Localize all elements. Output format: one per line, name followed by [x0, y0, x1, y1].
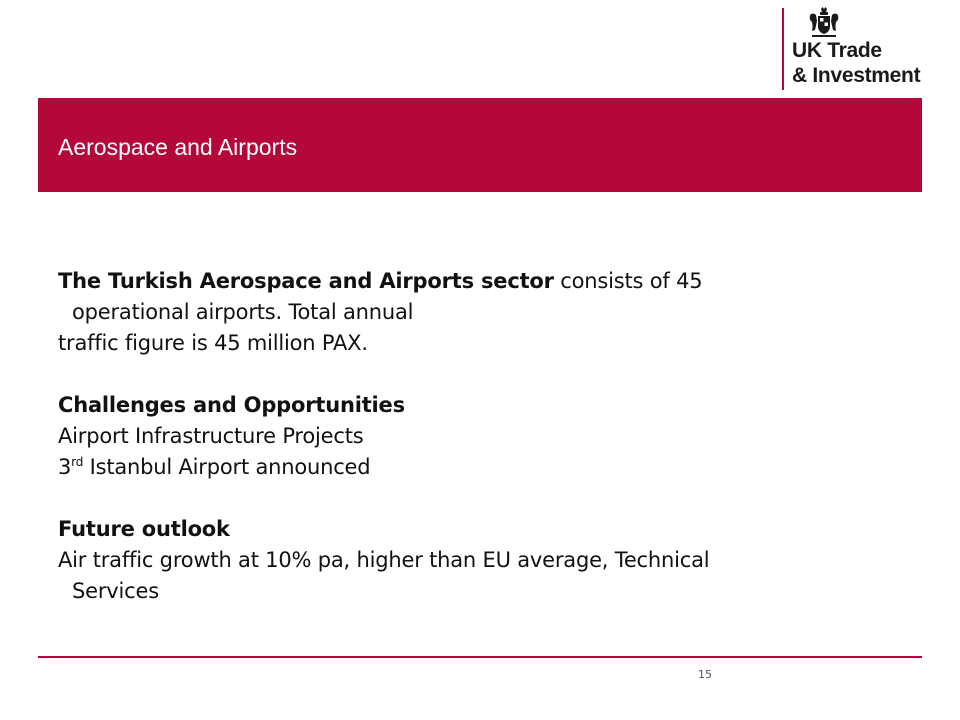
- slide-title: Aerospace and Airports: [58, 134, 298, 160]
- uk-trade-investment-logo: [782, 0, 960, 98]
- challenge-item-1: Airport Infrastructure Projects: [58, 424, 364, 448]
- challenges-heading-text: Challenges and Opportunities: [58, 393, 405, 417]
- outlook-line-1: Air traffic growth at 10% pa, higher than EU average, Technical: [58, 548, 710, 572]
- logo-line-2: & Investment: [792, 64, 921, 87]
- spacer: [58, 483, 878, 514]
- challenges-heading: [58, 390, 878, 421]
- challenge-item-2: [58, 452, 878, 483]
- challenge-2-text: Istanbul Airport announced: [83, 455, 371, 479]
- intro-paragraph-line-3: traffic figure is 45 million PAX.: [58, 331, 368, 355]
- intro-bold-text: The Turkish Aerospace and Airports sector: [58, 269, 554, 293]
- challenge-2-ordinal: rd: [71, 455, 84, 469]
- intro-paragraph-line-1: [58, 266, 878, 297]
- challenge-2-number: 3: [58, 455, 72, 479]
- royal-crest-icon: [806, 6, 842, 40]
- outlook-heading: [58, 514, 878, 545]
- spacer: [58, 359, 878, 390]
- logo-wordmark: [792, 38, 920, 88]
- title-banner: [38, 98, 922, 192]
- page-number: 15: [698, 668, 712, 681]
- outlook-line-2: Services: [72, 579, 159, 603]
- logo-divider: [782, 8, 784, 90]
- slide-body: [58, 266, 878, 607]
- intro-paragraph-line-2: operational airports. Total annual: [72, 300, 414, 324]
- intro-rest-text: consists of 45: [553, 269, 703, 293]
- outlook-heading-text: Future outlook: [58, 517, 230, 541]
- logo-line-1: UK Trade: [792, 39, 882, 62]
- footer-divider: [38, 656, 922, 658]
